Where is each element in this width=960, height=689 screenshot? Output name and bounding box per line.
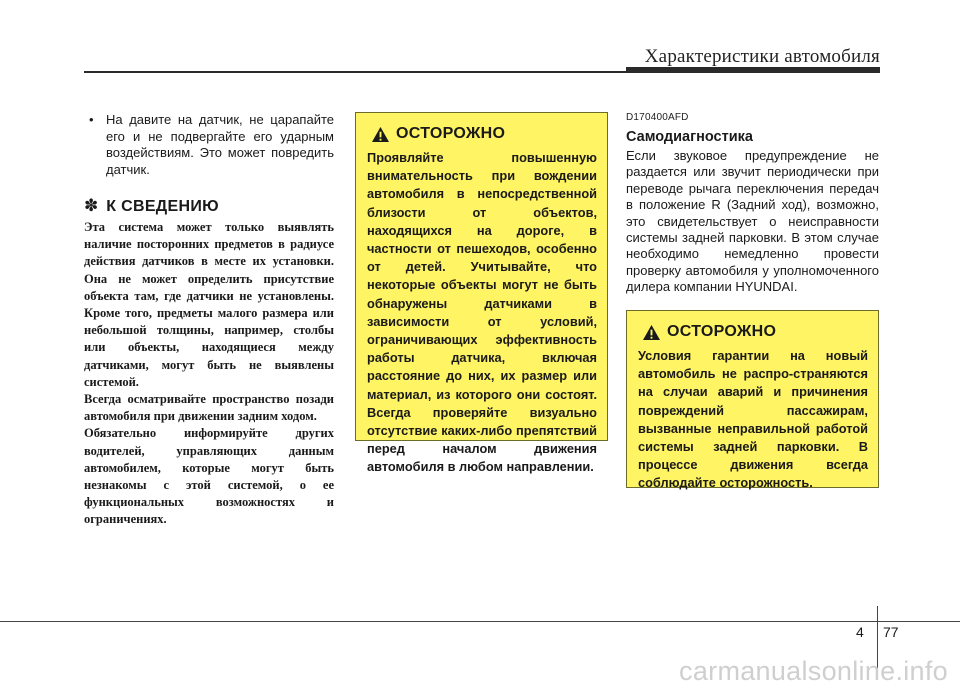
footer-rule — [0, 621, 960, 622]
note-paragraph-1: Эта система может только выявлять наличие посторонних предметов в радиусе действия датчиков в месте их установки. Она не может определить присутствие объекта там, где датчики не установлены. Кроме того, предметы малого размера или небольшой толщины, например, столбы или объекты, находящиеся между датчиками, могут быть не выявлены системой. — [84, 220, 334, 389]
warning-box-1 — [355, 112, 608, 475]
warning-header — [367, 123, 597, 145]
watermark: carmanualsonline.info — [679, 656, 948, 686]
warning-title: ОСТОРОЖНО — [667, 323, 777, 340]
section-code: D170400AFD — [626, 112, 689, 123]
note-paragraph-3: Обязательно информируйте других водителей, управляющих данным автомобилем, которые могут быть незнакомы с этой системой, о ее функциональных возможностях и ограничениях. — [84, 426, 334, 527]
section-heading: Самодиагностика — [626, 129, 753, 145]
warning-triangle-icon — [642, 324, 661, 341]
warning-text: Проявляйте повышенную внимательность при вождении автомобиля в непосредственной близости от объектов, находящихся на дороге, в частности от пешеходов, особенно от детей. Учитывайте, что некоторые объекты могут не быть обнаружены датчиками в зависимости от условий, ограничивающих эффективность работы датчика, включая расстояние до них, их размер или материал, из которого они состоят. Всегда проверяйте визуально отсутствие каких-либо препятствий перед началом движения автомобиля в любом направлении. — [367, 150, 597, 475]
warning-text: Условия гарантии на новый автомобиль не распро-страняются на случаи аварий и причинения повреждений пассажирам, вызванные неправильной работой системы задней парковки. В процессе движения всегда соблюдайте осторожность. — [638, 348, 868, 491]
note-paragraph-2: Всегда осматривайте пространство позади автомобиля при движении задним ходом. — [84, 392, 334, 424]
bullet-item: • На давите на датчик, не царапайте его и не подвергайте его ударным воздействиям. Это может повредить датчик. — [84, 112, 334, 178]
note-heading — [84, 196, 334, 216]
note-asterisk-icon: ✽ — [84, 196, 99, 215]
warning-box-2 — [626, 310, 879, 491]
left-column — [84, 112, 334, 529]
header-thick-bar — [626, 67, 880, 73]
warning-header — [638, 321, 868, 343]
chapter-number: 4 — [856, 624, 864, 640]
note-heading-text: К СВЕДЕНИЮ — [106, 198, 219, 215]
warning-title: ОСТОРОЖНО — [396, 125, 506, 142]
right-column — [626, 112, 879, 296]
header-title: Характеристики автомобиля — [644, 46, 880, 67]
page-number: 77 — [883, 624, 899, 640]
section-paragraph: Если звуковое предупреждение не раздается или звучит периодически при переводе рычага переключения передач в положение R (Задний ход), возможно, это свидетельствует о неисправности системы задней парковки. В этом случае необходимо немедленно провести проверку автомобиля у уполномоченного дилера компании HYUNDAI. — [626, 148, 879, 295]
warning-triangle-icon — [371, 126, 390, 143]
